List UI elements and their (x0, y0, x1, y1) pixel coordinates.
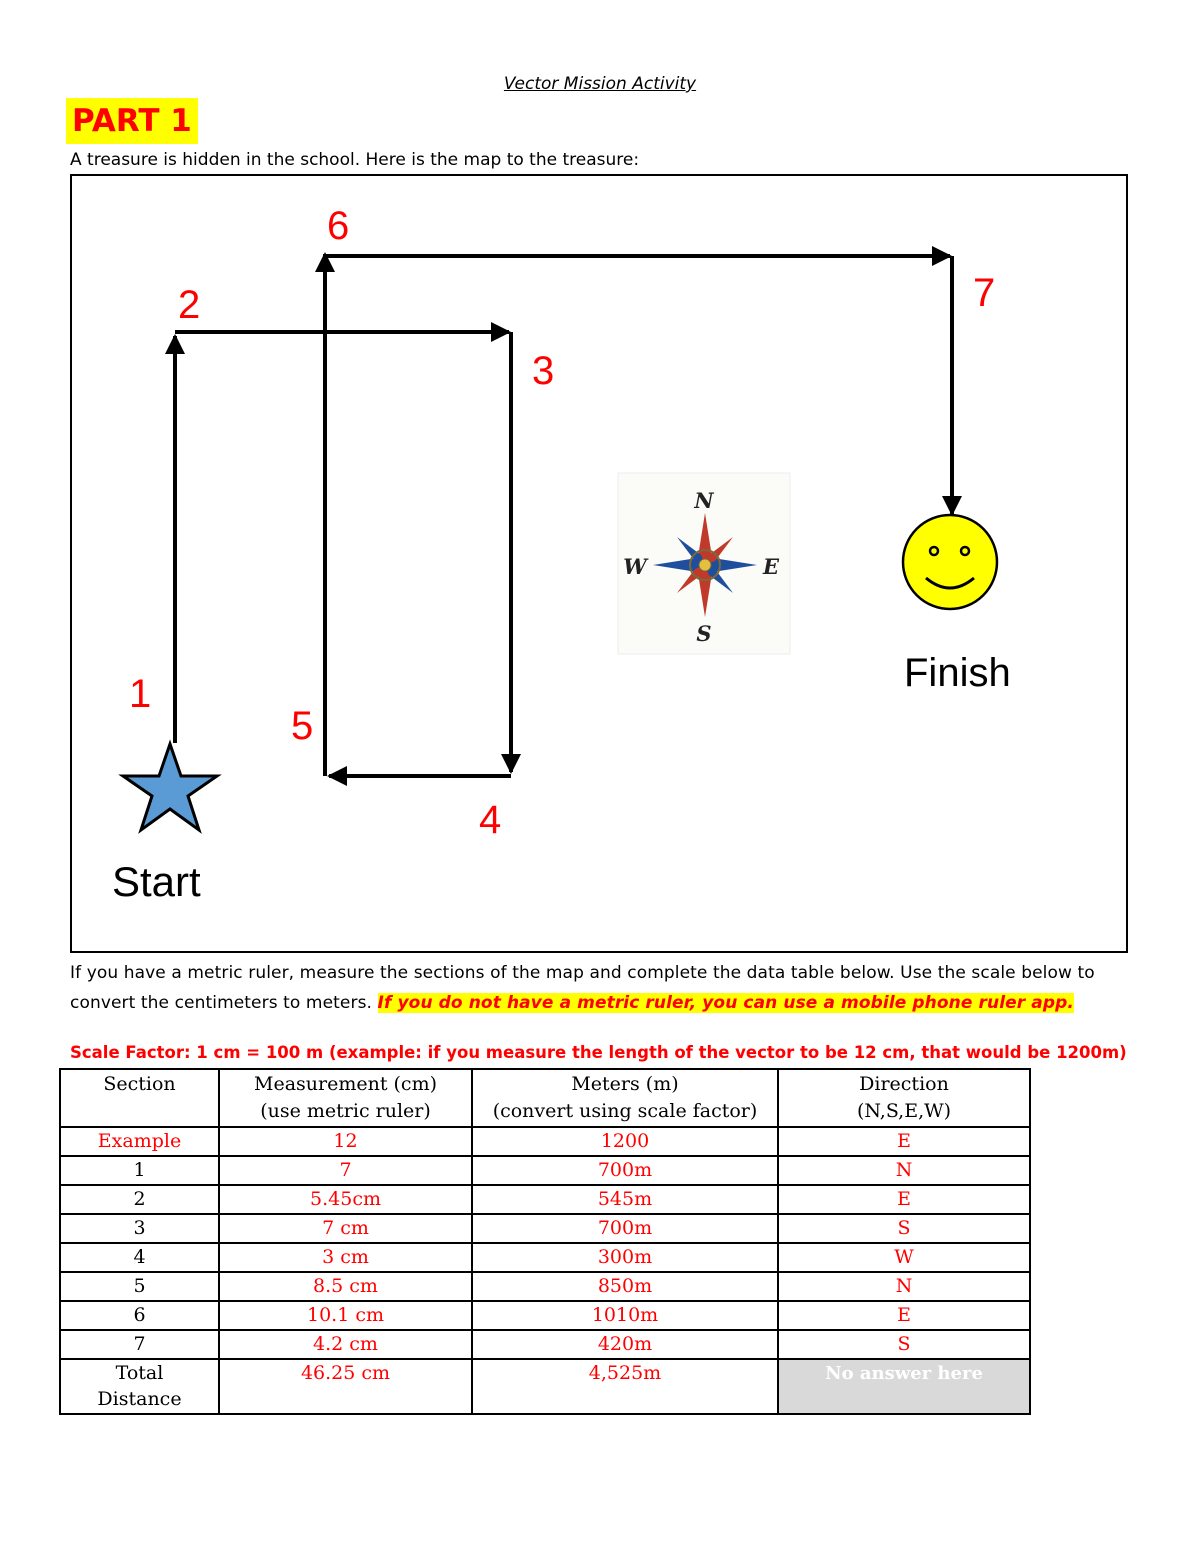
cell-meters[interactable]: 700m (472, 1214, 778, 1243)
section-label-7: 7 (973, 271, 996, 315)
cell-direction[interactable]: N (778, 1156, 1030, 1185)
table-header-row (60, 1069, 1030, 1127)
header-sublabel: (N,S,E,W) (856, 1100, 952, 1122)
compass-west-label: W (623, 554, 647, 579)
cell-meters[interactable]: 1200 (472, 1127, 778, 1156)
section-label-4: 4 (479, 798, 502, 842)
cell-section[interactable]: Example (60, 1127, 219, 1156)
cell-meters[interactable]: 1010m (472, 1301, 778, 1330)
compass-north-label: N (694, 488, 714, 513)
table-row (60, 1185, 1030, 1214)
table-row (60, 1243, 1030, 1272)
page-title: Vector Mission Activity (503, 74, 697, 94)
cell-direction[interactable]: N (778, 1272, 1030, 1301)
cell-direction[interactable]: E (778, 1185, 1030, 1214)
cell-section: 5 (60, 1272, 219, 1301)
cell-direction[interactable]: S (778, 1214, 1030, 1243)
cell-measurement[interactable]: 12 (219, 1127, 472, 1156)
data-table (59, 1068, 1031, 1415)
cell-total-meters[interactable]: 4,525m (472, 1359, 778, 1414)
finish-smiley-icon (903, 515, 997, 609)
cell-measurement[interactable]: 8.5 cm (219, 1272, 472, 1301)
table-row (60, 1330, 1030, 1359)
header-sublabel: (use metric ruler) (260, 1100, 431, 1122)
cell-direction[interactable]: E (778, 1301, 1030, 1330)
cell-section: 7 (60, 1330, 219, 1359)
cell-measurement[interactable]: 5.45cm (219, 1185, 472, 1214)
finish-label: Finish (904, 651, 1011, 695)
section-label-5: 5 (291, 704, 314, 748)
header-label: Section (103, 1073, 176, 1095)
cell-measurement[interactable]: 3 cm (219, 1243, 472, 1272)
table-row (60, 1127, 1030, 1156)
cell-measurement[interactable]: 4.2 cm (219, 1330, 472, 1359)
treasure-map (70, 174, 1128, 953)
cell-total-direction: No answer here (778, 1359, 1030, 1414)
table-row (60, 1272, 1030, 1301)
cell-total-label (60, 1359, 219, 1414)
cell-direction[interactable]: E (778, 1127, 1030, 1156)
compass-icon (618, 473, 790, 654)
header-sublabel: (convert using scale factor) (492, 1100, 758, 1122)
table-row (60, 1214, 1030, 1243)
header-section (60, 1069, 219, 1127)
cell-section: 6 (60, 1301, 219, 1330)
instructions-highlight: If you do not have a metric ruler, you can use a mobile phone ruler app. (377, 993, 1074, 1013)
cell-meters[interactable]: 300m (472, 1243, 778, 1272)
cell-meters[interactable]: 850m (472, 1272, 778, 1301)
cell-direction[interactable]: S (778, 1330, 1030, 1359)
cell-section: 4 (60, 1243, 219, 1272)
instructions-text: If you have a metric ruler, measure the sections of the map and complete the data table below. Use the scale below to convert the centimeters to meters. (70, 963, 1095, 1013)
cell-measurement[interactable]: 10.1 cm (219, 1301, 472, 1330)
table-row (60, 1301, 1030, 1330)
cell-total-measurement[interactable]: 46.25 cm (219, 1359, 472, 1414)
section-label-1: 1 (129, 672, 152, 716)
cell-section: 2 (60, 1185, 219, 1214)
cell-meters[interactable]: 545m (472, 1185, 778, 1214)
header-measurement (219, 1069, 472, 1127)
section-label-3: 3 (532, 349, 555, 393)
intro-text: A treasure is hidden in the school. Here is the map to the treasure: (70, 150, 640, 170)
section-label-2: 2 (178, 283, 201, 327)
compass-east-label: E (762, 554, 780, 579)
start-star-icon (123, 744, 217, 830)
compass-south-label: S (696, 621, 712, 646)
scale-factor: Scale Factor: 1 cm = 100 m (example: if you measure the length of the vector to be 12 cm, that would be 1200m) (70, 1043, 1127, 1062)
header-label: Meters (m) (571, 1073, 679, 1095)
cell-meters[interactable]: 700m (472, 1156, 778, 1185)
cell-meters[interactable]: 420m (472, 1330, 778, 1359)
table-row (60, 1156, 1030, 1185)
total-label-line2: Distance (97, 1388, 182, 1410)
header-direction (778, 1069, 1030, 1127)
header-label: Direction (859, 1073, 949, 1095)
cell-direction[interactable]: W (778, 1243, 1030, 1272)
cell-measurement[interactable]: 7 cm (219, 1214, 472, 1243)
header-meters (472, 1069, 778, 1127)
header-label: Measurement (cm) (254, 1073, 437, 1095)
cell-section: 1 (60, 1156, 219, 1185)
part-label: PART 1 (66, 98, 198, 144)
map-drawing (72, 176, 1130, 955)
cell-measurement[interactable]: 7 (219, 1156, 472, 1185)
cell-section: 3 (60, 1214, 219, 1243)
start-label: Start (112, 858, 201, 905)
section-label-6: 6 (327, 204, 350, 248)
instructions (70, 958, 1130, 1018)
total-label-line1: Total (115, 1362, 164, 1384)
table-total-row (60, 1359, 1030, 1414)
